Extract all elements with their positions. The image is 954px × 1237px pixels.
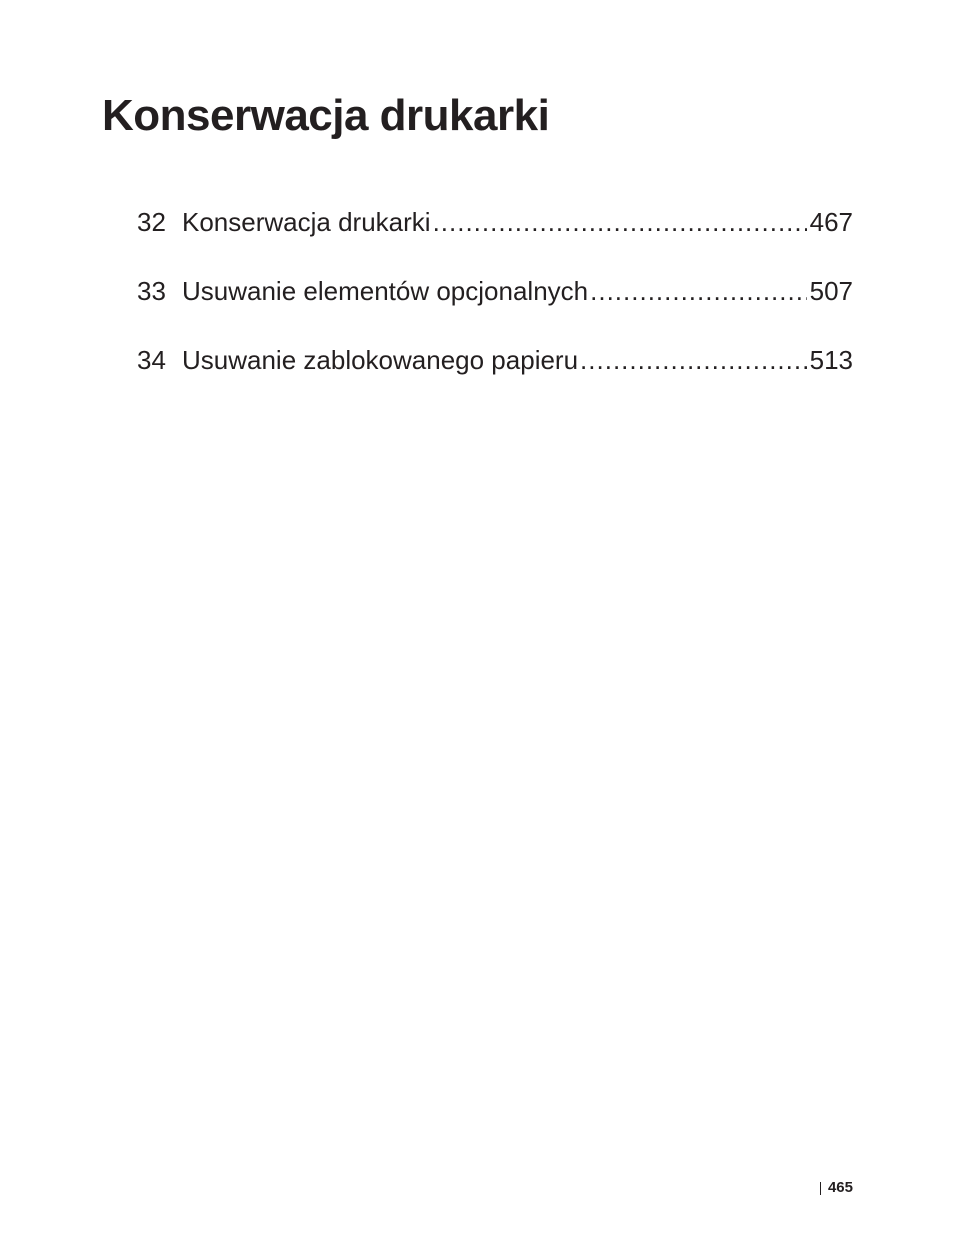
page-footer: [820, 1178, 853, 1198]
page-number: 465: [827, 1179, 853, 1196]
table-of-contents: [137, 203, 853, 410]
toc-entry-title[interactable]: Usuwanie zablokowanego papieru: [182, 345, 579, 375]
toc-entry-page[interactable]: 513: [809, 345, 853, 375]
toc-entry-page[interactable]: 467: [809, 207, 853, 237]
toc-dot-leader: [580, 341, 807, 379]
toc-dot-leader: [433, 203, 807, 241]
page-title: Konserwacja drukarki: [102, 91, 550, 140]
toc-entry-title[interactable]: Usuwanie elementów opcjonalnych: [182, 276, 589, 306]
toc-entry-32[interactable]: [137, 203, 853, 241]
toc-entry-33[interactable]: [137, 272, 853, 310]
footer-divider: [820, 1182, 821, 1195]
toc-entry-title[interactable]: Konserwacja drukarki: [182, 207, 431, 237]
toc-dot-leader: [590, 272, 806, 310]
toc-entry-page[interactable]: 507: [809, 276, 853, 306]
toc-entry-34[interactable]: [137, 341, 853, 379]
toc-entry-number: 34: [137, 345, 166, 375]
toc-entry-number: 33: [137, 276, 166, 306]
toc-entry-number: 32: [137, 207, 166, 237]
